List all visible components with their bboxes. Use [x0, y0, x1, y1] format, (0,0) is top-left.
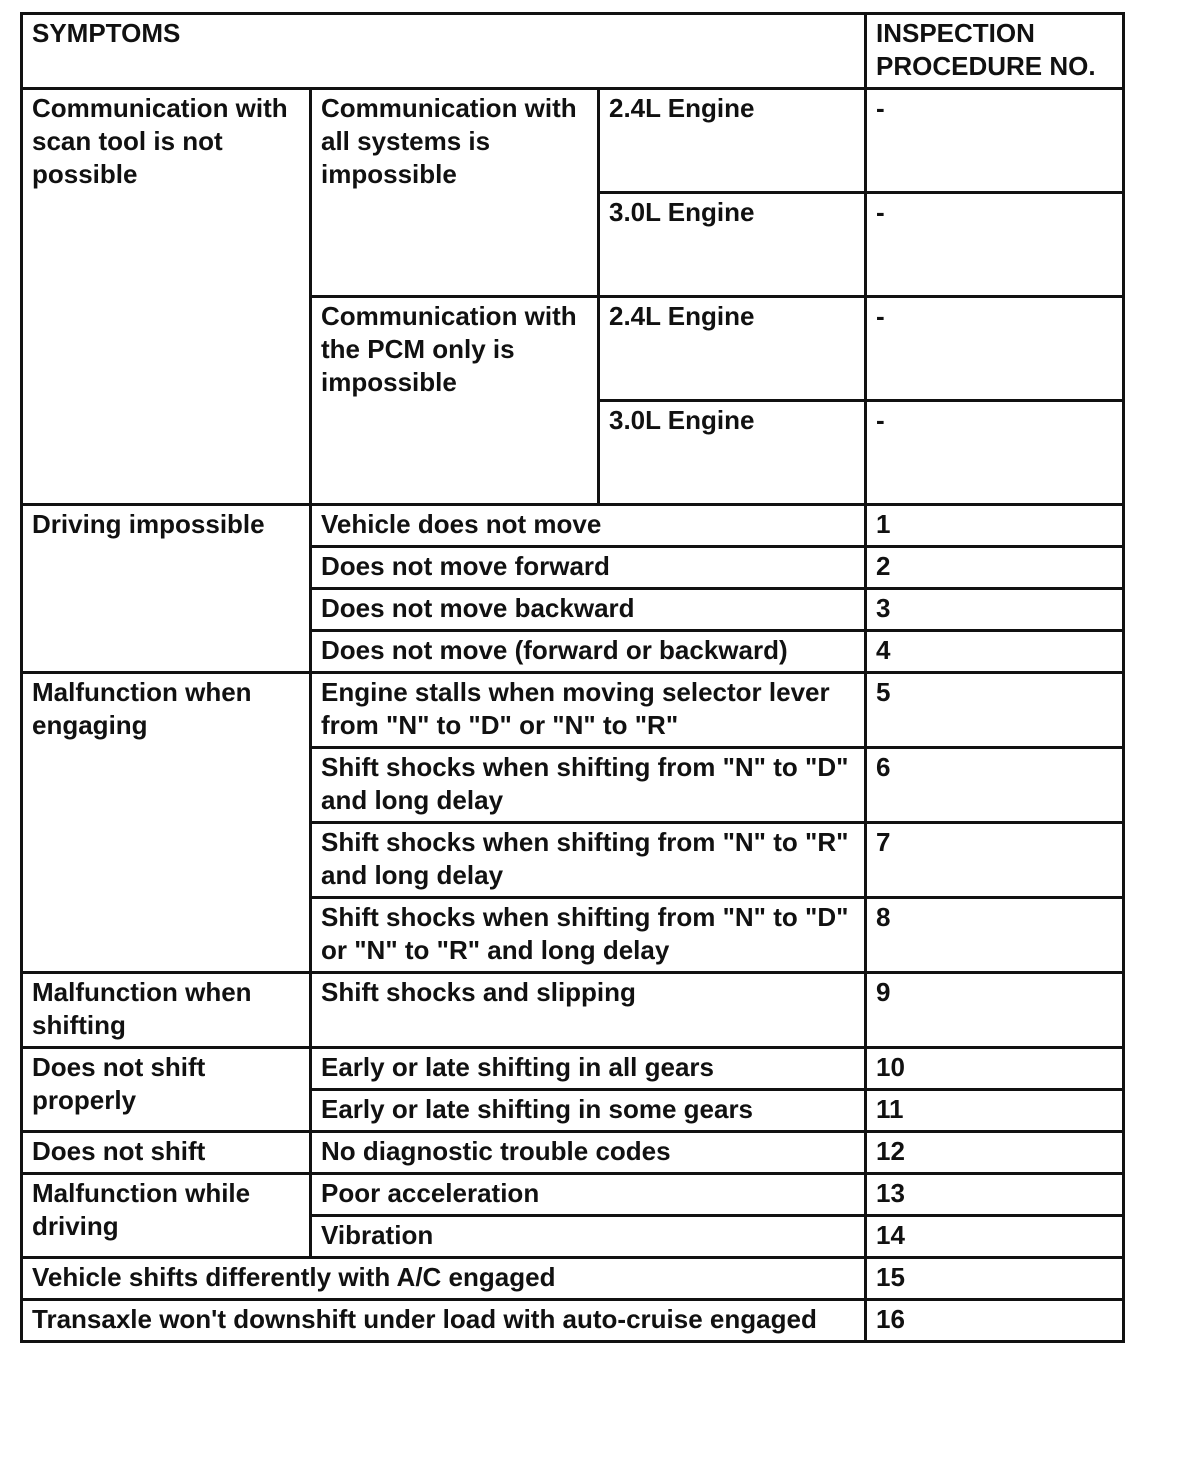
procedure-number-cell: 5 [866, 673, 1124, 748]
procedure-number-cell: 14 [866, 1216, 1124, 1258]
procedure-number-cell: 10 [866, 1048, 1124, 1090]
symptom-cell: Shift shocks when shifting from "N" to "D" and long delay [311, 748, 866, 823]
procedure-number-cell: 8 [866, 898, 1124, 973]
document-page [20, 12, 1122, 1343]
symptom-cell: Poor acceleration [311, 1174, 866, 1216]
procedure-number-cell: 2 [866, 547, 1124, 589]
subgroup-cell: Communication with the PCM only is impossible [311, 297, 599, 505]
group-cell: Does not shift [22, 1132, 311, 1174]
symptom-cell: Early or late shifting in all gears [311, 1048, 866, 1090]
group-cell: Does not shift properly [22, 1048, 311, 1132]
symptom-cell: Shift shocks and slipping [311, 973, 866, 1048]
group-cell: Malfunction while driving [22, 1174, 311, 1258]
engine-cell: 3.0L Engine [599, 193, 866, 297]
group-cell: Malfunction when engaging [22, 673, 311, 973]
engine-cell: 2.4L Engine [599, 297, 866, 401]
symptom-cell: Transaxle won't downshift under load with auto-cruise engaged [22, 1300, 866, 1342]
group-cell: Driving impossible [22, 505, 311, 673]
subgroup-cell: Communication with all systems is impossible [311, 89, 599, 297]
symptom-cell: Shift shocks when shifting from "N" to "D" or "N" to "R" and long delay [311, 898, 866, 973]
procedure-number-cell: - [866, 193, 1124, 297]
symptom-cell: Vibration [311, 1216, 866, 1258]
symptom-cell: Vehicle shifts differently with A/C engaged [22, 1258, 866, 1300]
inspection-procedure-header: INSPECTION PROCEDURE NO. [866, 14, 1124, 89]
symptom-cell: Does not move forward [311, 547, 866, 589]
table-row [22, 673, 1124, 748]
symptom-table [20, 12, 1125, 1343]
engine-cell: 2.4L Engine [599, 89, 866, 193]
symptoms-header: SYMPTOMS [22, 14, 866, 89]
table-row [22, 1174, 1124, 1216]
procedure-number-cell: 1 [866, 505, 1124, 547]
procedure-number-cell: 9 [866, 973, 1124, 1048]
table-row [22, 1132, 1124, 1174]
engine-cell: 3.0L Engine [599, 401, 866, 505]
group-cell: Communication with scan tool is not possible [22, 89, 311, 505]
symptom-cell: Does not move backward [311, 589, 866, 631]
procedure-number-cell: 7 [866, 823, 1124, 898]
table-row [22, 1258, 1124, 1300]
symptom-cell: Shift shocks when shifting from "N" to "R" and long delay [311, 823, 866, 898]
procedure-number-cell: 13 [866, 1174, 1124, 1216]
table-row [22, 89, 1124, 193]
procedure-number-cell: - [866, 89, 1124, 193]
table-row [22, 1048, 1124, 1090]
symptom-cell: Engine stalls when moving selector lever from "N" to "D" or "N" to "R" [311, 673, 866, 748]
symptom-cell: Does not move (forward or backward) [311, 631, 866, 673]
procedure-number-cell: 12 [866, 1132, 1124, 1174]
procedure-number-cell: 11 [866, 1090, 1124, 1132]
symptom-cell: No diagnostic trouble codes [311, 1132, 866, 1174]
group-cell: Malfunction when shifting [22, 973, 311, 1048]
procedure-number-cell: 16 [866, 1300, 1124, 1342]
header-row [22, 14, 1124, 89]
procedure-number-cell: - [866, 297, 1124, 401]
symptom-cell: Vehicle does not move [311, 505, 866, 547]
symptom-cell: Early or late shifting in some gears [311, 1090, 866, 1132]
procedure-number-cell: - [866, 401, 1124, 505]
procedure-number-cell: 3 [866, 589, 1124, 631]
procedure-number-cell: 4 [866, 631, 1124, 673]
table-row [22, 505, 1124, 547]
procedure-number-cell: 6 [866, 748, 1124, 823]
procedure-number-cell: 15 [866, 1258, 1124, 1300]
table-row [22, 1300, 1124, 1342]
table-row [22, 973, 1124, 1048]
